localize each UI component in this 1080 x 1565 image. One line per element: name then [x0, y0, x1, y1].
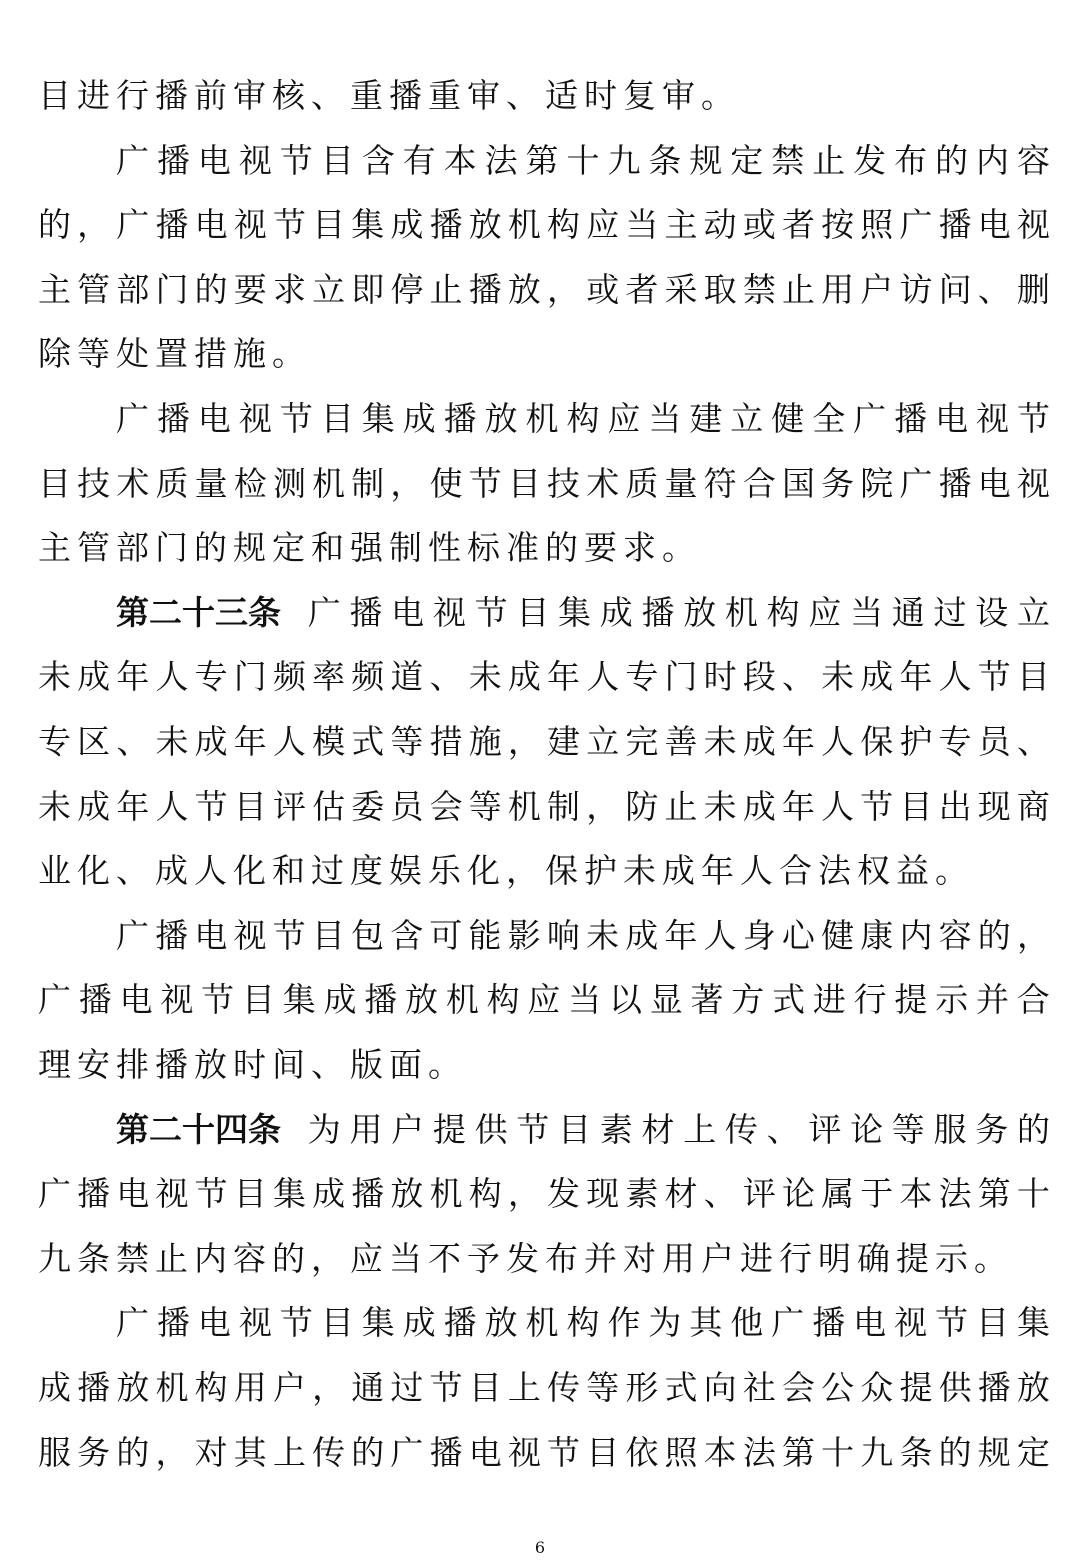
- article-line: 第二十三条 广 播 电 视 节 目 集 成 播 放 机 构 应 当 通 过 设 立: [116, 585, 1050, 641]
- text-line: 未 成 年 人 专 门 频 率 频 道 、 未 成 年 人 专 门 时 段 、 未 成 年 人 节 目: [38, 657, 1050, 697]
- text-line: 业 化 、 成 人 化 和 过 度 娱 乐 化 ， 保 护 未 成 年 人 合 法 权 益 。: [38, 851, 968, 891]
- text-line: 理 安 排 播 放 时 间 、 版 面 。: [38, 1045, 461, 1084]
- text-line: 广 播 电 视 节 目 集 成 播 放 机 构 应 当 建 立 健 全 广 播 电 视 节: [116, 399, 1050, 438]
- text-line: 广 播 电 视 节 目 集 成 播 放 机 构 ， 发 现 素 材 、 评 论 属 于 本 法 第 十: [38, 1174, 1050, 1214]
- text-line: 除 等 处 置 措 施 。: [38, 334, 305, 374]
- text-line: 广 播 电 视 节 目 集 成 播 放 机 构 作 为 其 他 广 播 电 视 节 目 集: [116, 1303, 1050, 1343]
- text-line: 主 管 部 门 的 要 求 立 即 停 止 播 放 ， 或 者 采 取 禁 止 用 户 访 问 、 删: [38, 269, 1050, 309]
- text-line: 目 技 术 质 量 检 测 机 制 ， 使 节 目 技 术 质 量 符 合 国 务 院 广 播 电 视: [38, 463, 1050, 503]
- text-line: 九 条 禁 止 内 容 的 ， 应 当 不 予 发 布 并 对 用 户 进 行 明 确 提 示 。: [38, 1238, 1007, 1278]
- text-line: 专 区 、 未 成 年 人 模 式 等 措 施 ， 建 立 完 善 未 成 年 人 保 护 专 员 、: [38, 722, 1050, 761]
- page-number: 6: [534, 1538, 546, 1557]
- text-line: 的 ， 广 播 电 视 节 目 集 成 播 放 机 构 应 当 主 动 或 者 按 照 广 播 电 视: [38, 205, 1050, 245]
- text-line: 成 播 放 机 构 用 户 ， 通 过 节 目 上 传 等 形 式 向 社 会 公 众 提 供 播 放: [38, 1368, 1050, 1407]
- text-line: 主 管 部 门 的 规 定 和 强 制 性 标 准 的 要 求 。: [38, 528, 695, 568]
- text-line: 广 播 电 视 节 目 含 有 本 法 第 十 九 条 规 定 禁 止 发 布 的 内 容: [116, 140, 1050, 180]
- article-heading: 第二十四条: [116, 1109, 281, 1149]
- article-heading: 第二十三条: [116, 592, 281, 632]
- text-line: 未 成 年 人 节 目 评 估 委 员 会 等 机 制 ， 防 止 未 成 年 人 节 目 出 现 商: [38, 786, 1050, 826]
- text-line: 广 播 电 视 节 目 包 含 可 能 影 响 未 成 年 人 身 心 健 康 内 容 的 ，: [116, 915, 1050, 955]
- text-line: 目 进 行 播 前 审 核 、 重 播 重 审 、 适 时 复 审 。: [38, 76, 734, 115]
- text-line: 服 务 的 ， 对 其 上 传 的 广 播 电 视 节 目 依 照 本 法 第 十 九 条 的 规 定: [38, 1432, 1050, 1472]
- article-line: 第二十四条 为 用 户 提 供 节 目 素 材 上 传 、 评 论 等 服 务 的: [116, 1102, 1050, 1158]
- text-line: 广 播 电 视 节 目 集 成 播 放 机 构 应 当 以 显 著 方 式 进 行 提 示 并 合: [38, 980, 1050, 1020]
